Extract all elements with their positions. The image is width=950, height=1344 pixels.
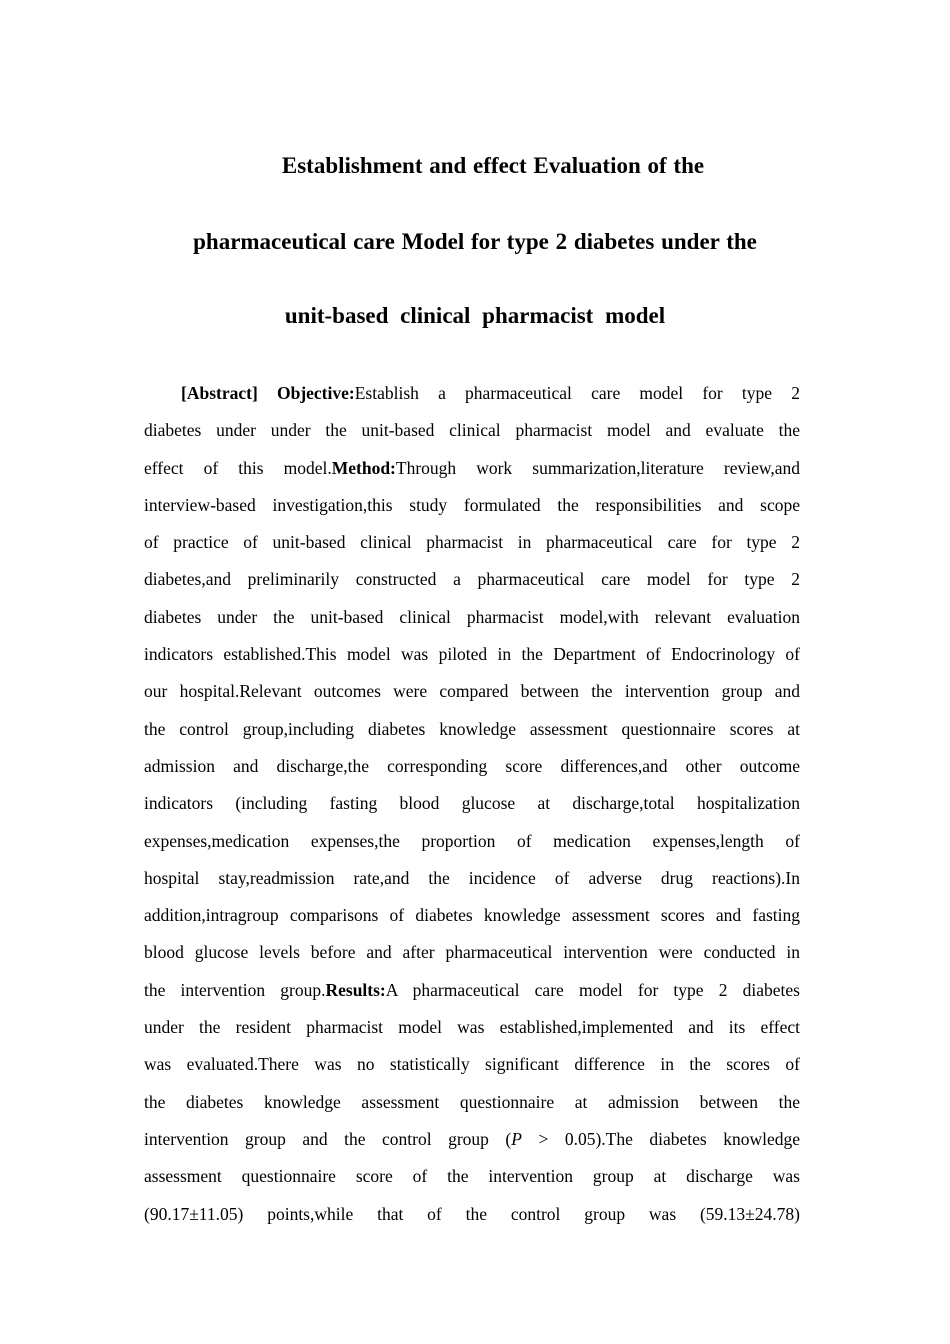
abstract-line: effect of this model.Method:Through work summarization,literature review,and xyxy=(144,457,800,478)
abstract-line: hospital stay,readmission rate,and the incidence of adverse drug reactions).In xyxy=(144,867,800,888)
objective-label: Objective: xyxy=(276,383,355,403)
abstract-label: [Abstract] xyxy=(181,383,258,403)
abstract-line: intervention group and the control group (P > 0.05).The diabetes knowledge xyxy=(144,1128,800,1149)
abstract-line: the control group,including diabetes knowledge assessment questionnaire scores at xyxy=(144,718,800,739)
abstract-line: was evaluated.There was no statistically significant difference in the scores of xyxy=(144,1054,800,1075)
abstract-line: our hospital.Relevant outcomes were compared between the intervention group and xyxy=(144,681,800,702)
abstract-line: (90.17±11.05) points,while that of the control group was (59.13±24.78) xyxy=(144,1203,800,1224)
title-line-3: unit-based clinical pharmacist model xyxy=(284,303,666,328)
abstract-line: assessment questionnaire score of the intervention group at discharge was xyxy=(144,1166,800,1187)
abstract-body xyxy=(144,375,800,1233)
abstract-line: under the resident pharmacist model was established,implemented and its effect xyxy=(144,1017,800,1038)
abstract-line: of practice of unit-based clinical pharmacist in pharmaceutical care for type 2 xyxy=(144,532,800,553)
abstract-line: diabetes,and preliminarily constructed a pharmaceutical care model for type 2 xyxy=(144,569,800,590)
abstract-line: diabetes under under the unit-based clinical pharmacist model and evaluate the xyxy=(144,420,800,441)
abstract-line: indicators (including fasting blood glucose at discharge,total hospitalization xyxy=(144,793,800,814)
abstract-line: expenses,medication expenses,the proportion of medication expenses,length of xyxy=(144,830,800,851)
abstract-line: addition,intragroup comparisons of diabetes knowledge assessment scores and fasting xyxy=(144,905,800,926)
abstract-line: blood glucose levels before and after pharmaceutical intervention were conducted in xyxy=(144,942,800,963)
results-label: Results: xyxy=(325,979,386,1000)
abstract-line: indicators established.This model was piloted in the Department of Endocrinology of xyxy=(144,644,800,665)
abstract-line: [Abstract] Objective:Establish a pharmaceutical care model for type 2 xyxy=(181,383,800,403)
abstract-line: diabetes under the unit-based clinical pharmacist model,with relevant evaluation xyxy=(144,606,800,627)
title-line-1: Establishment and effect Evaluation of the xyxy=(281,153,705,178)
p-value-symbol: P xyxy=(511,1128,522,1149)
title-line-2: pharmaceutical care Model for type 2 diabetes under the xyxy=(193,229,757,254)
method-label: Method: xyxy=(331,457,396,478)
abstract-line: interview-based investigation,this study formulated the responsibilities and scope xyxy=(144,494,800,515)
abstract-line: the diabetes knowledge assessment questionnaire at admission between the xyxy=(144,1091,800,1112)
abstract-line: the intervention group.Results:A pharmaceutical care model for type 2 diabetes xyxy=(144,979,800,1000)
abstract-line: admission and discharge,the corresponding score differences,and other outcome xyxy=(144,755,800,776)
